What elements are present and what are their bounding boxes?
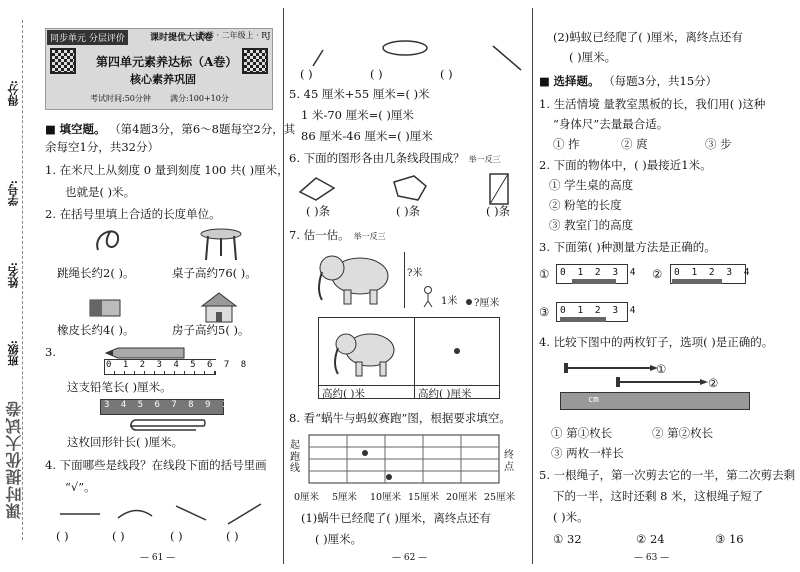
c5-line1: 5. 一根绳子，第一次剪去它的一半，第二次剪去剩: [539, 468, 796, 482]
section-note-1b: 余每空1分，共32分）: [45, 140, 159, 154]
unit-subtitle: 核心素养巩固: [130, 73, 196, 86]
series-label: 课时提优大试卷: [150, 33, 214, 43]
q5-b: 1 米-70 厘米=( )厘米: [301, 108, 414, 122]
section-note-1: （第4题3分，第6～8题每空2分，其: [109, 122, 296, 136]
column-divider-2: [532, 8, 533, 564]
q5-c: 86 厘米-46 厘米=( )厘米: [301, 129, 433, 143]
ant-icon: [464, 297, 474, 307]
c4-title: 4. 比较下图中的两枚钉子，选项( )是正确的。: [539, 335, 774, 349]
q8-end-label: 终点: [504, 450, 514, 473]
c5-line3: ( )米。: [553, 510, 589, 524]
q3-b: 这枚回形针长( )厘米。: [67, 435, 184, 449]
q8-ant-line2: ( )厘米。: [569, 50, 617, 64]
q3-a: 这支铅笔长( )厘米。: [67, 380, 172, 394]
c3-scale-2: 0 1 2 3 4: [674, 267, 753, 278]
q6-blank-2[interactable]: ( )条: [396, 204, 421, 218]
page-number-1: — 61 —: [140, 553, 176, 563]
c5-line2: 下的一半，这时还剩 8 米，这根绳子短了: [553, 489, 764, 503]
q2-b: 桌子高约76( )。: [172, 266, 257, 280]
c2-option-1[interactable]: ① 学生桌的高度: [549, 178, 634, 192]
q2-c: 橡皮长约4( )。: [57, 323, 135, 337]
c2-option-3[interactable]: ③ 教室门的高度: [549, 218, 634, 232]
q4-blank-3[interactable]: ( ): [170, 529, 183, 543]
c4-option-2[interactable]: ② 第②枚长: [652, 426, 714, 440]
unit-title: 第四单元素养达标（A卷）: [96, 55, 238, 69]
q7-table-row-line: [318, 385, 500, 386]
elephant-height-line: [404, 252, 405, 308]
q8-tick-5: 5厘米: [332, 492, 358, 503]
q4-line2: “√”。: [65, 480, 96, 494]
section-note-2: （每题3分，共15分）: [603, 74, 718, 88]
c5-option-2[interactable]: ② 24: [636, 532, 665, 546]
c2-option-2[interactable]: ② 粉笔的长度: [549, 198, 622, 212]
student-number-label: 学号:: [7, 180, 20, 207]
q8-tick-15: 15厘米: [408, 492, 440, 503]
elephant-icon: [314, 250, 398, 306]
ruler-clip-scale: 3 4 5 6 7 8 9 10 11: [104, 400, 264, 410]
column-divider-1: [283, 8, 284, 564]
c4-option-3[interactable]: ③ 两枚一样长: [551, 446, 624, 460]
q8-tick-10: 10厘米: [370, 492, 402, 503]
q4-blank-1[interactable]: ( ): [56, 529, 69, 543]
q4-top-blank-2[interactable]: ( ): [370, 67, 383, 81]
c3-object-2: [672, 279, 722, 284]
c5-option-3[interactable]: ③ 16: [715, 532, 744, 546]
q8-start-label: 起跑线: [290, 440, 300, 474]
qr-code-right: [242, 48, 268, 74]
q4-blank-4[interactable]: ( ): [226, 529, 239, 543]
c4-ruler-cm: cm: [588, 395, 599, 405]
c3-scale-3: 0 1 2 3 4: [560, 305, 639, 316]
q8-tick-20: 20厘米: [446, 492, 478, 503]
student-name-label: 姓名:: [7, 262, 20, 289]
ant-height-label: ?厘米: [474, 298, 500, 309]
c4-option-1[interactable]: ① 第①枚长: [551, 426, 613, 440]
page-number-2: — 62 —: [392, 553, 428, 563]
q8-ant-line: (2)蚂蚁已经爬了( )厘米，离终点还有: [553, 30, 743, 44]
page-number-3: — 63 —: [634, 553, 670, 563]
q4-line1: 4. 下面哪些是线段？在线段下面的括号里画: [45, 458, 267, 472]
q4-top-blank-3[interactable]: ( ): [440, 67, 453, 81]
nails-figure: [560, 360, 710, 390]
ruler-pencil-scale: 0 1 2 3 4 5 6 7 8: [106, 360, 250, 370]
c3-title: 3. 下面第( )种测量方法是正确的。: [539, 240, 716, 254]
q2-title: 2. 在括号里填上合适的长度单位。: [45, 207, 221, 221]
unit-badge: 同步单元 分层评价: [47, 30, 128, 45]
c5-option-1[interactable]: ① 32: [553, 532, 582, 546]
q4-figures-top: [295, 36, 525, 80]
c2-title: 2. 下面的物体中，( )最接近1米。: [539, 158, 712, 172]
q6-blank-3[interactable]: ( )条: [486, 204, 511, 218]
q8-title: 8. 看“蜗牛与蚂蚁赛跑”图，根据要求填空。: [289, 411, 511, 425]
q3-number: 3.: [45, 345, 56, 359]
c1-line1: 1. 生活情境 量教室黑板的长，我们用( )这种: [539, 97, 766, 111]
q4-figures: [56, 500, 266, 528]
c1-option-1[interactable]: ① 拃: [553, 137, 580, 151]
nail-1-label: ①: [656, 362, 667, 376]
section-icon-2: ■: [539, 74, 550, 88]
q7-answer-1: 高约( )米: [322, 388, 366, 400]
c3-option-2[interactable]: ②: [652, 267, 663, 281]
q7-title: [289, 229, 386, 243]
c1-option-3[interactable]: ③ 步: [705, 137, 732, 151]
pencil-icon: [104, 346, 188, 360]
child-height-label: 1米: [441, 296, 458, 307]
child-icon: [420, 286, 436, 308]
c3-scale-1: 0 1 2 3 4: [560, 267, 639, 278]
c3-option-1[interactable]: ①: [539, 267, 550, 281]
exam-time: 考试时间:50分钟: [90, 94, 151, 103]
q7-table-divider: [414, 317, 415, 399]
full-score: 满分:100+10分: [170, 94, 229, 103]
c3-object-1: [572, 279, 616, 284]
paper-clip-icon: [126, 418, 212, 434]
q6-tag: 举一反三: [468, 155, 501, 164]
q4-blank-2[interactable]: ( ): [112, 529, 125, 543]
q4-top-blank-1[interactable]: ( ): [300, 67, 313, 81]
q8-tick-25: 25厘米: [484, 492, 516, 503]
q6-shapes: [294, 172, 524, 206]
c1-option-2[interactable]: ② 庹: [621, 137, 648, 151]
nail-2-label: ②: [708, 376, 719, 390]
q7-answer-2: 高约( )厘米: [418, 388, 472, 400]
table-icon: [198, 226, 244, 262]
q2-a: 跳绳长约2( )。: [57, 266, 135, 280]
q1-line1: 1. 在米尺上从刻度 0 量到刻度 100 共( )厘米，: [45, 163, 289, 177]
c3-object-3: [560, 317, 606, 322]
qr-code-left: [50, 48, 76, 74]
c1-line2: “身体尺”去量最合适。: [553, 117, 669, 131]
q6-blank-1[interactable]: ( )条: [306, 204, 331, 218]
house-icon: [198, 290, 240, 324]
score-label: 得分:: [7, 80, 20, 107]
q7-tag: 举一反三: [353, 232, 386, 241]
jump-rope-icon: [90, 222, 130, 256]
section-choice: [539, 75, 717, 89]
race-grid: [305, 433, 503, 491]
q8-tick-0: 0厘米: [294, 492, 320, 503]
q2-d: 房子高约5( )。: [172, 323, 250, 337]
section-icon-1: ■: [45, 122, 56, 136]
q1-line2: 也就是( )米。: [65, 185, 136, 199]
class-label: 班级:: [7, 340, 20, 367]
ant-small-icon: [452, 346, 462, 356]
q6-text: 6. 下面的图形各由几条线段围成？: [289, 151, 465, 165]
q5-a: 5. 45 厘米+55 厘米=( )米: [289, 87, 430, 101]
elephant-small-icon: [330, 326, 406, 382]
section-title-2: 选择题。: [553, 74, 600, 88]
subject-label: 数学 · 二年级上 · RJ: [198, 31, 271, 40]
brand-vertical: 课时提优大试卷: [5, 400, 24, 519]
q6-title: [289, 152, 501, 166]
section-fill-blank: [45, 123, 295, 137]
q8-snail-line2: ( )厘米。: [315, 532, 363, 546]
elephant-height-label: ?米: [407, 268, 423, 279]
q7-text: 7. 估一估。: [289, 228, 350, 242]
eraser-icon: [86, 294, 126, 320]
c3-option-3[interactable]: ③: [539, 305, 550, 319]
q8-snail-line: (1)蜗牛已经爬了( )厘米，离终点还有: [301, 511, 491, 525]
section-title-1: 填空题。: [59, 122, 106, 136]
